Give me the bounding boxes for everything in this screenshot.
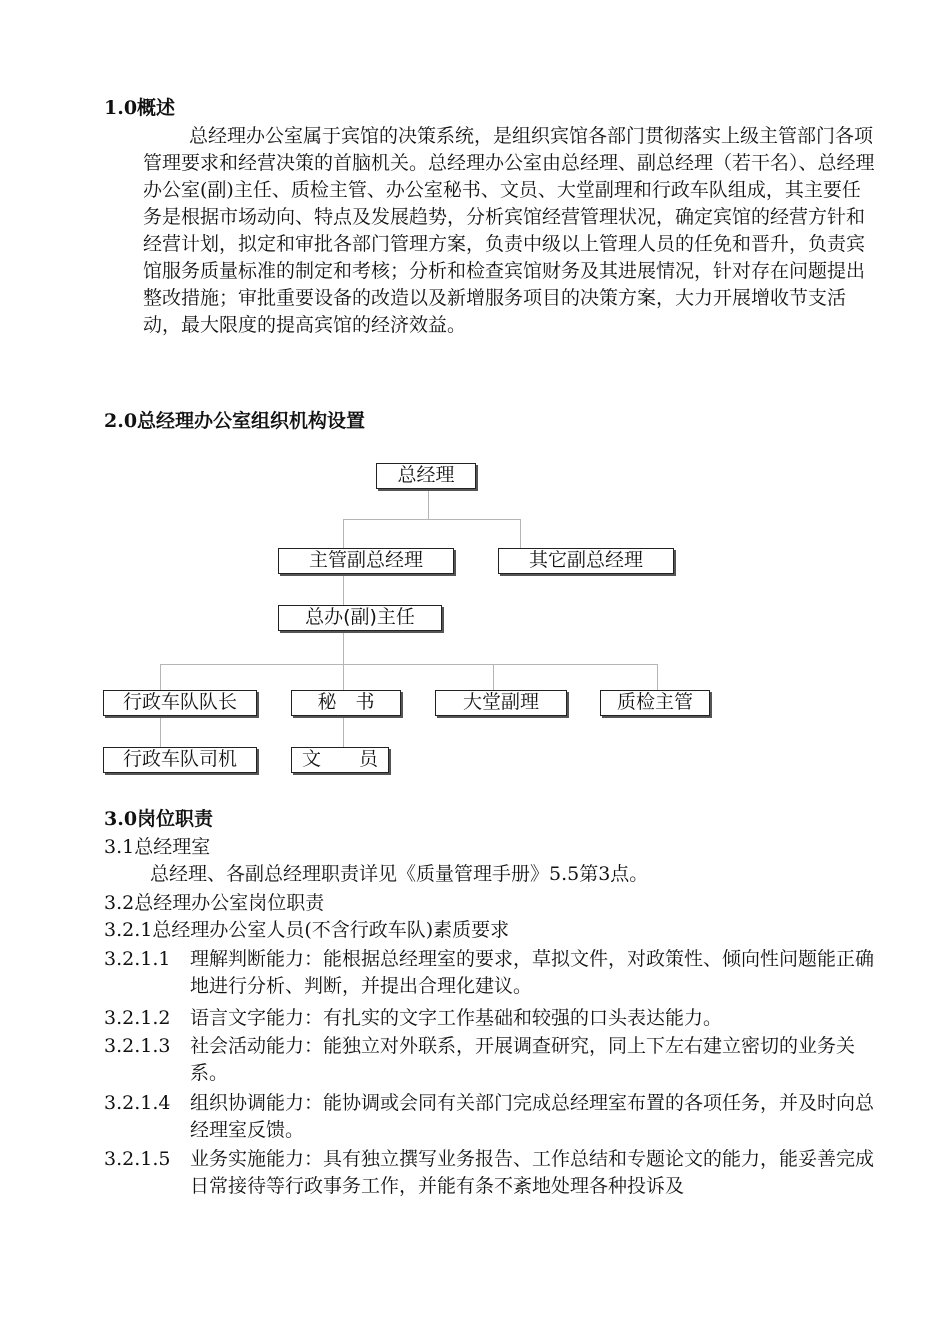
org-node-qc-supervisor: 质检主管	[600, 690, 710, 716]
org-node-main-vice-gm: 主管副总经理	[278, 548, 454, 574]
item-text: 组织协调能力：能协调或会同有关部门完成总经理室布置的各项任务，并及时向总经理室反馈。	[190, 1092, 875, 1141]
connector	[657, 664, 658, 691]
org-node-other-vice-gm: 其它副总经理	[498, 548, 674, 574]
item-number: 3.2.1.5	[104, 1148, 171, 1170]
item-number: 3.2.1.4	[104, 1092, 171, 1114]
item-text: 社会活动能力：能独立对外联系，开展调查研究，同上下左右建立密切的业务关系。	[190, 1035, 856, 1084]
connector	[343, 519, 521, 520]
connector	[160, 664, 161, 691]
item-number: 3.2.1.2	[104, 1007, 171, 1029]
item-text: 语言文字能力：有扎实的文字工作基础和较强的口头表达能力。	[190, 1007, 723, 1029]
org-node-fleet-leader: 行政车队队长	[103, 690, 257, 716]
section-2-heading: 2.0总经理办公室组织机构设置	[104, 410, 366, 432]
section-1-body: 总经理办公室属于宾馆的决策系统，是组织宾馆各部门贯彻落实上级主管部门各项管理要求和经营决策的首脑机关。总经理办公室由总经理、副总经理（若干名）、总经理办公室(副)主任、质检主管、办公室秘书、文员、大堂副理和行政车队组成，其主要任务是根据市场动向、特点及发展趋势，分析宾馆经营管理状况，确定宾馆的经营方针和经营计划，拟定和审批各部门管理方案，负责中级以上管理人员的任免和晋升，负责宾馆服务质量标准的制定和考核；分析和检查宾馆财务及其进展情况，针对存在问题提出整改措施；审批重要设备的改造以及新增服务项目的决策方案，大力开展增收节支活动，最大限度的提高宾馆的经济效益。	[143, 125, 875, 336]
item-text: 业务实施能力：具有独立撰写业务报告、工作总结和专题论文的能力，能妥善完成日常接待等行政事务工作，并能有条不紊地处理各种投诉及	[190, 1148, 875, 1197]
org-node-clerk: 文 员	[291, 747, 389, 773]
section-3-1-text: 总经理、各副总经理职责详见《质量管理手册》5.5第3点。	[150, 863, 649, 885]
org-node-office-director: 总办(副)主任	[278, 605, 442, 631]
connector	[493, 664, 494, 691]
org-node-fleet-driver: 行政车队司机	[103, 747, 257, 773]
section-1-paragraph	[143, 123, 875, 339]
connector	[160, 714, 161, 748]
org-node-general-manager: 总经理	[376, 463, 476, 489]
connector	[520, 519, 521, 549]
section-3-heading: 3.0岗位职责	[104, 808, 214, 830]
connector	[428, 488, 429, 520]
item-number: 3.2.1.1	[104, 948, 171, 970]
connector	[343, 574, 344, 606]
connector	[343, 519, 344, 549]
section-1-heading: 1.0概述	[104, 97, 176, 119]
item-text: 理解判断能力：能根据总经理室的要求，草拟文件，对政策性、倾向性问题能正确地进行分析、判断，并提出合理化建议。	[190, 948, 875, 997]
connector	[160, 664, 658, 665]
section-3-2-title: 3.2总经理办公室岗位职责	[104, 892, 325, 914]
section-3-1-title: 3.1总经理室	[104, 836, 211, 858]
section-3-2-1-title: 3.2.1总经理办公室人员(不含行政车队)素质要求	[104, 919, 510, 941]
org-node-lobby-manager: 大堂副理	[435, 690, 567, 716]
org-node-secretary: 秘 书	[291, 690, 401, 716]
item-number: 3.2.1.3	[104, 1035, 171, 1057]
